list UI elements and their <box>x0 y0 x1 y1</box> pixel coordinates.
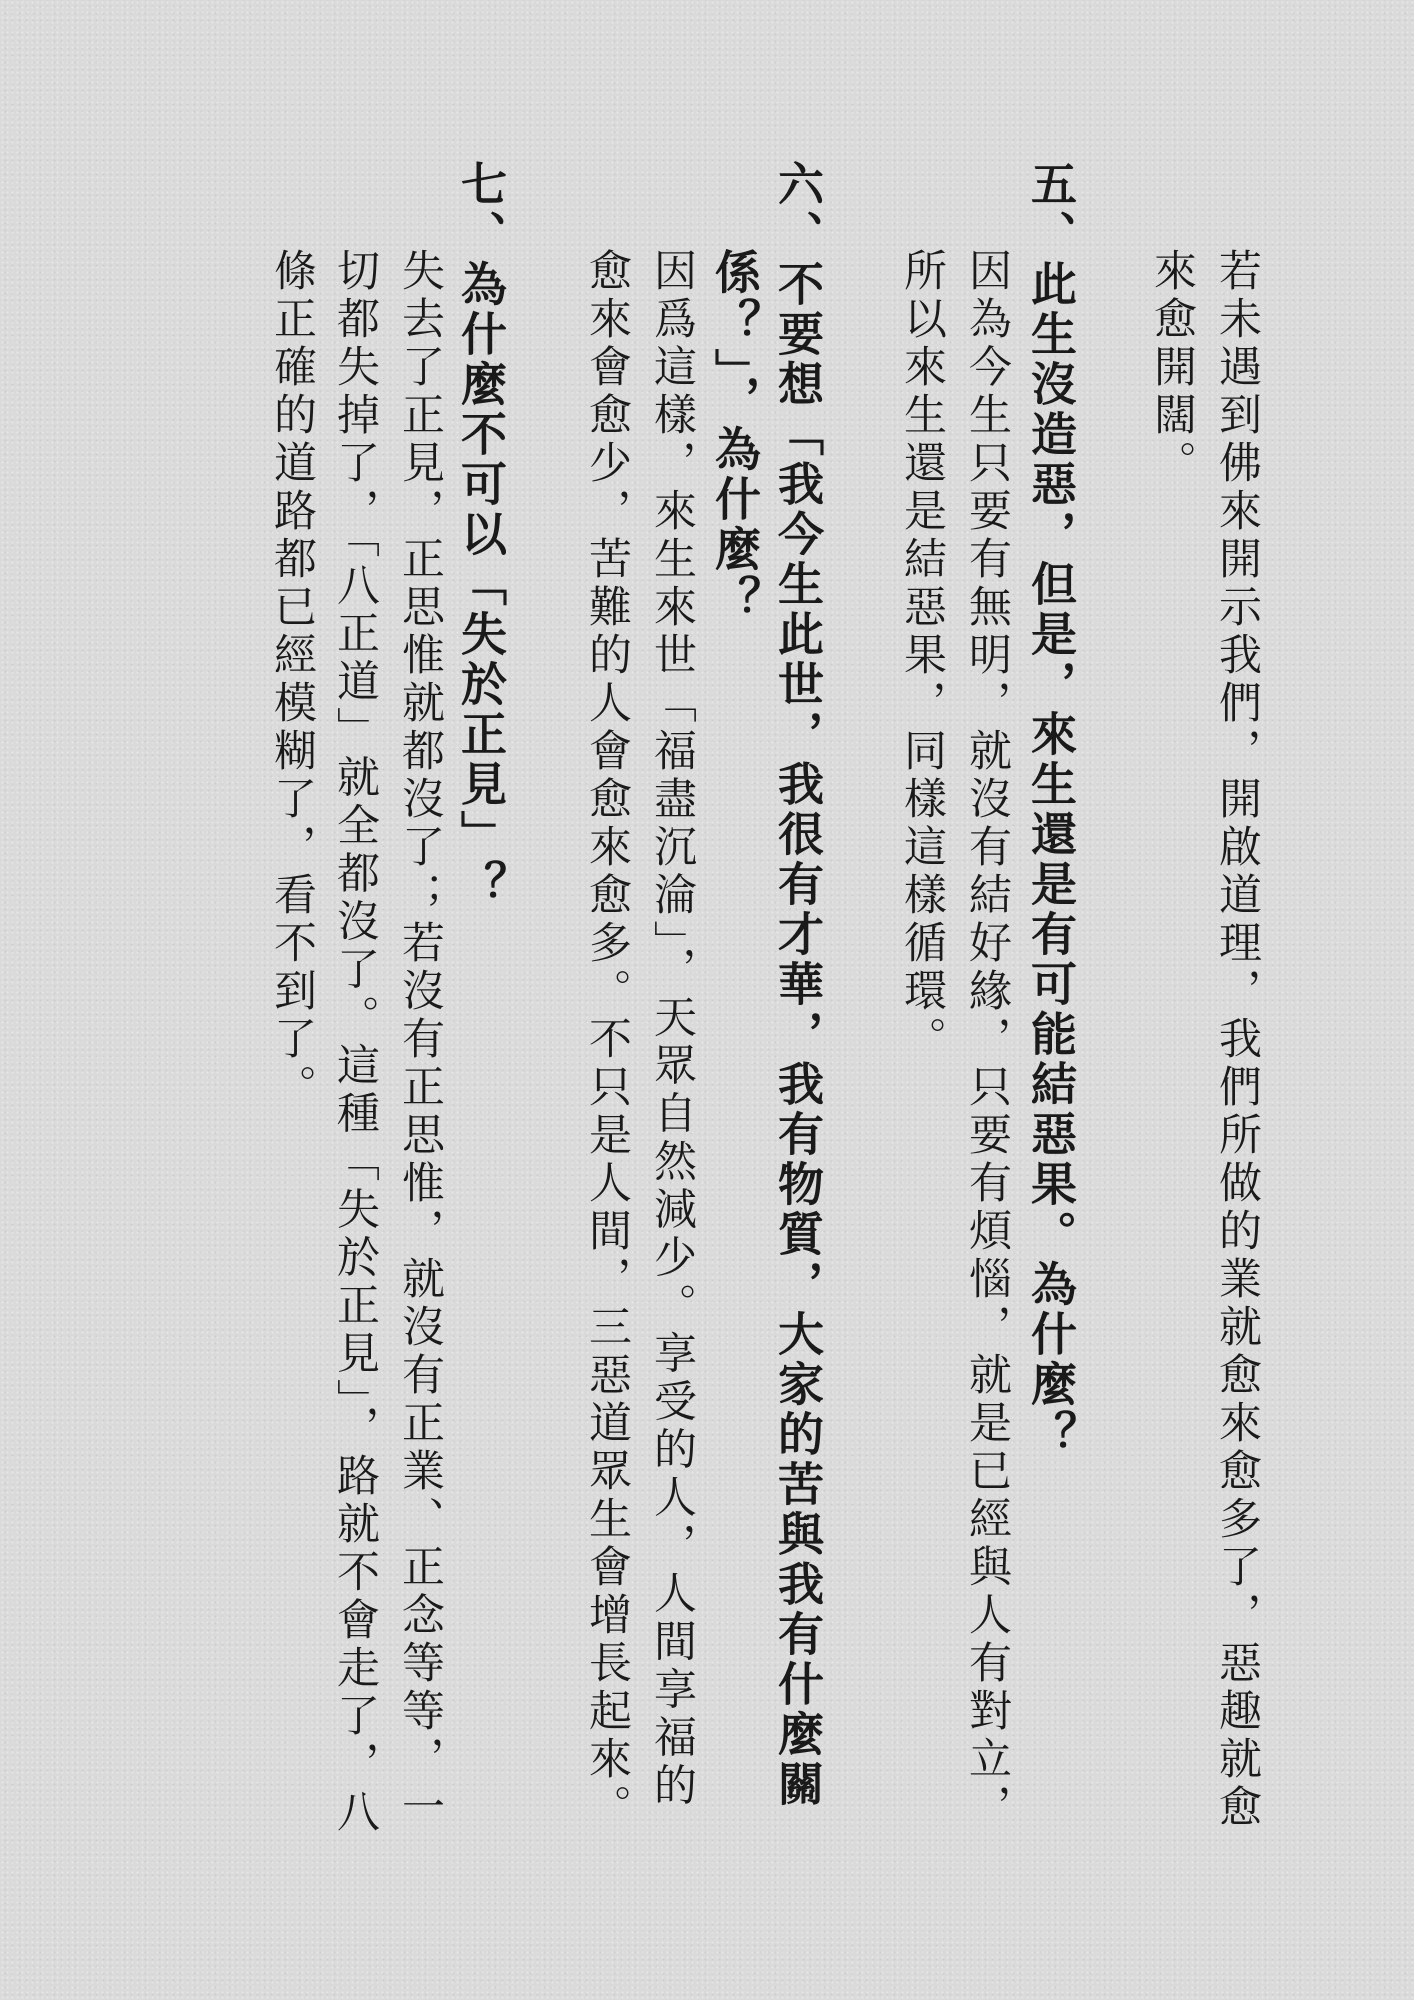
section-heading-6-continued: 係？」，為什麼？ <box>708 248 762 625</box>
body-text-line: 條正確的道路都已經模糊了，看不到了。 <box>267 248 317 1112</box>
body-text-line: 若未遇到佛來開示我們，開啟道理，我們所做的業就愈來愈多了，惡趣就愈 <box>1212 248 1262 1832</box>
section-heading-5: 五、此生沒造惡，但是，來生還是有可能結惡果。為什麼？ <box>1024 160 1078 1460</box>
body-text-line: 失去了正見，正思惟就都沒了；若沒有正思惟，就沒有正業、正念等等，一 <box>395 248 445 1832</box>
body-text-line: 來愈開闊。 <box>1147 248 1197 488</box>
section-heading-7: 七、為什麼不可以「失於正見」？ <box>454 160 508 910</box>
body-text-line: 切都失掉了，「八正道」就全都沒了。這種「失於正見」，路就不會走了，八 <box>330 248 380 1837</box>
body-text-line: 所以來生還是結惡果，同樣這樣循環。 <box>897 248 947 1064</box>
body-text-line: 愈來會愈少，苦難的人會愈來愈多。不只是人間，三惡道眾生會增長起來。 <box>582 248 632 1832</box>
section-heading-6: 六、不要想「我今生此世，我很有才華，我有物質，大家的苦與我有什麼關 <box>771 160 825 1810</box>
body-text-line: 因爲這樣，來生來世「福盡沉淪」，天眾自然減少。享受的人，人間享福的 <box>647 248 697 1811</box>
body-text-line: 因為今生只要有無明，就沒有結好緣，只要有煩惱，就是已經與人有對立， <box>962 248 1012 1832</box>
